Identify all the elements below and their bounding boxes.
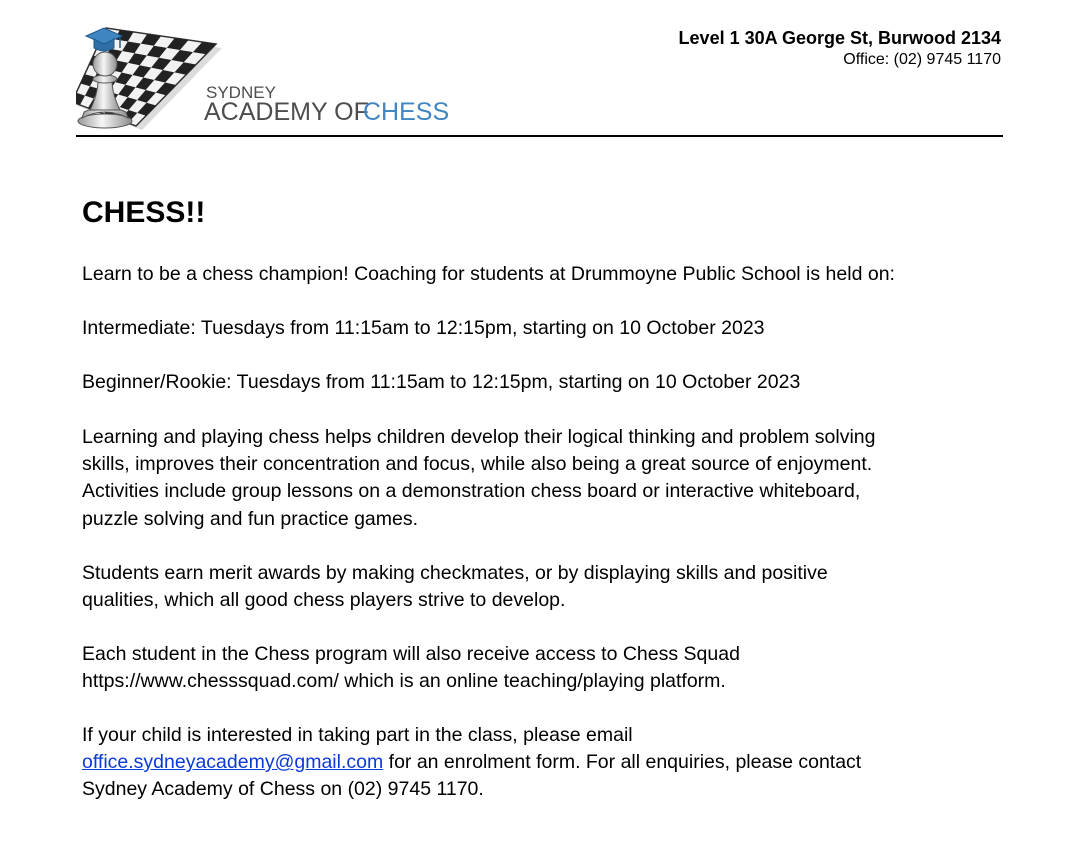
intro-paragraph: Learn to be a chess champion! Coaching for students at Drummoyne Public School is held on: [82, 263, 895, 285]
street-address: Level 1 30A George St, Burwood 2134 [678, 28, 1001, 48]
logo-text-academy-of: ACADEMY OF [204, 98, 369, 126]
benefits-line: Learning and playing chess helps children develop their logical thinking and problem solving [82, 426, 876, 448]
email-link[interactable]: office.sydneyacademy@gmail.com [82, 751, 384, 774]
chess-squad-paragraph [82, 641, 1002, 695]
awards-line: qualities, which all good chess players strive to develop. [82, 589, 566, 612]
contact-line: If your child is interested in taking part in the class, please email [82, 724, 633, 746]
contact-address-block [679, 27, 1001, 70]
benefits-line: Activities include group lessons on a demonstration chess board or interactive whiteboard, [82, 480, 861, 503]
contact-line: Sydney Academy of Chess on (02) 9745 1170. [82, 778, 484, 801]
benefits-line: puzzle solving and fun practice games. [82, 507, 419, 530]
contact-paragraph [82, 722, 1002, 804]
logo-text-sydney: SYDNEY [206, 83, 276, 102]
page-title: CHESS!! [82, 196, 206, 229]
benefits-line: skills, improves their concentration and focus, while also being a great source of enjoyment. [82, 453, 873, 476]
contact-line: for an enrolment form. For all enquiries, please contact [383, 751, 862, 774]
intermediate-schedule: Intermediate: Tuesdays from 11:15am to 12:15pm, starting on 10 October 2023 [82, 317, 765, 339]
chess-squad-line: Each student in the Chess program will also receive access to Chess Squad [82, 643, 740, 665]
office-phone: Office: (02) 9745 1170 [843, 51, 1001, 68]
logo-text-chess: CHESS [363, 98, 450, 126]
academy-logo [76, 22, 456, 134]
chess-squad-url-line: https://www.chesssquad.com/ which is an online teaching/playing platform. [82, 670, 726, 693]
awards-line: Students earn merit awards by making checkmates, or by displaying skills and positive [82, 562, 828, 584]
beginner-schedule: Beginner/Rookie: Tuesdays from 11:15am to 12:15pm, starting on 10 October 2023 [82, 371, 801, 393]
awards-paragraph [82, 560, 1002, 614]
header-divider [76, 135, 1003, 137]
benefits-paragraph [82, 424, 1002, 533]
